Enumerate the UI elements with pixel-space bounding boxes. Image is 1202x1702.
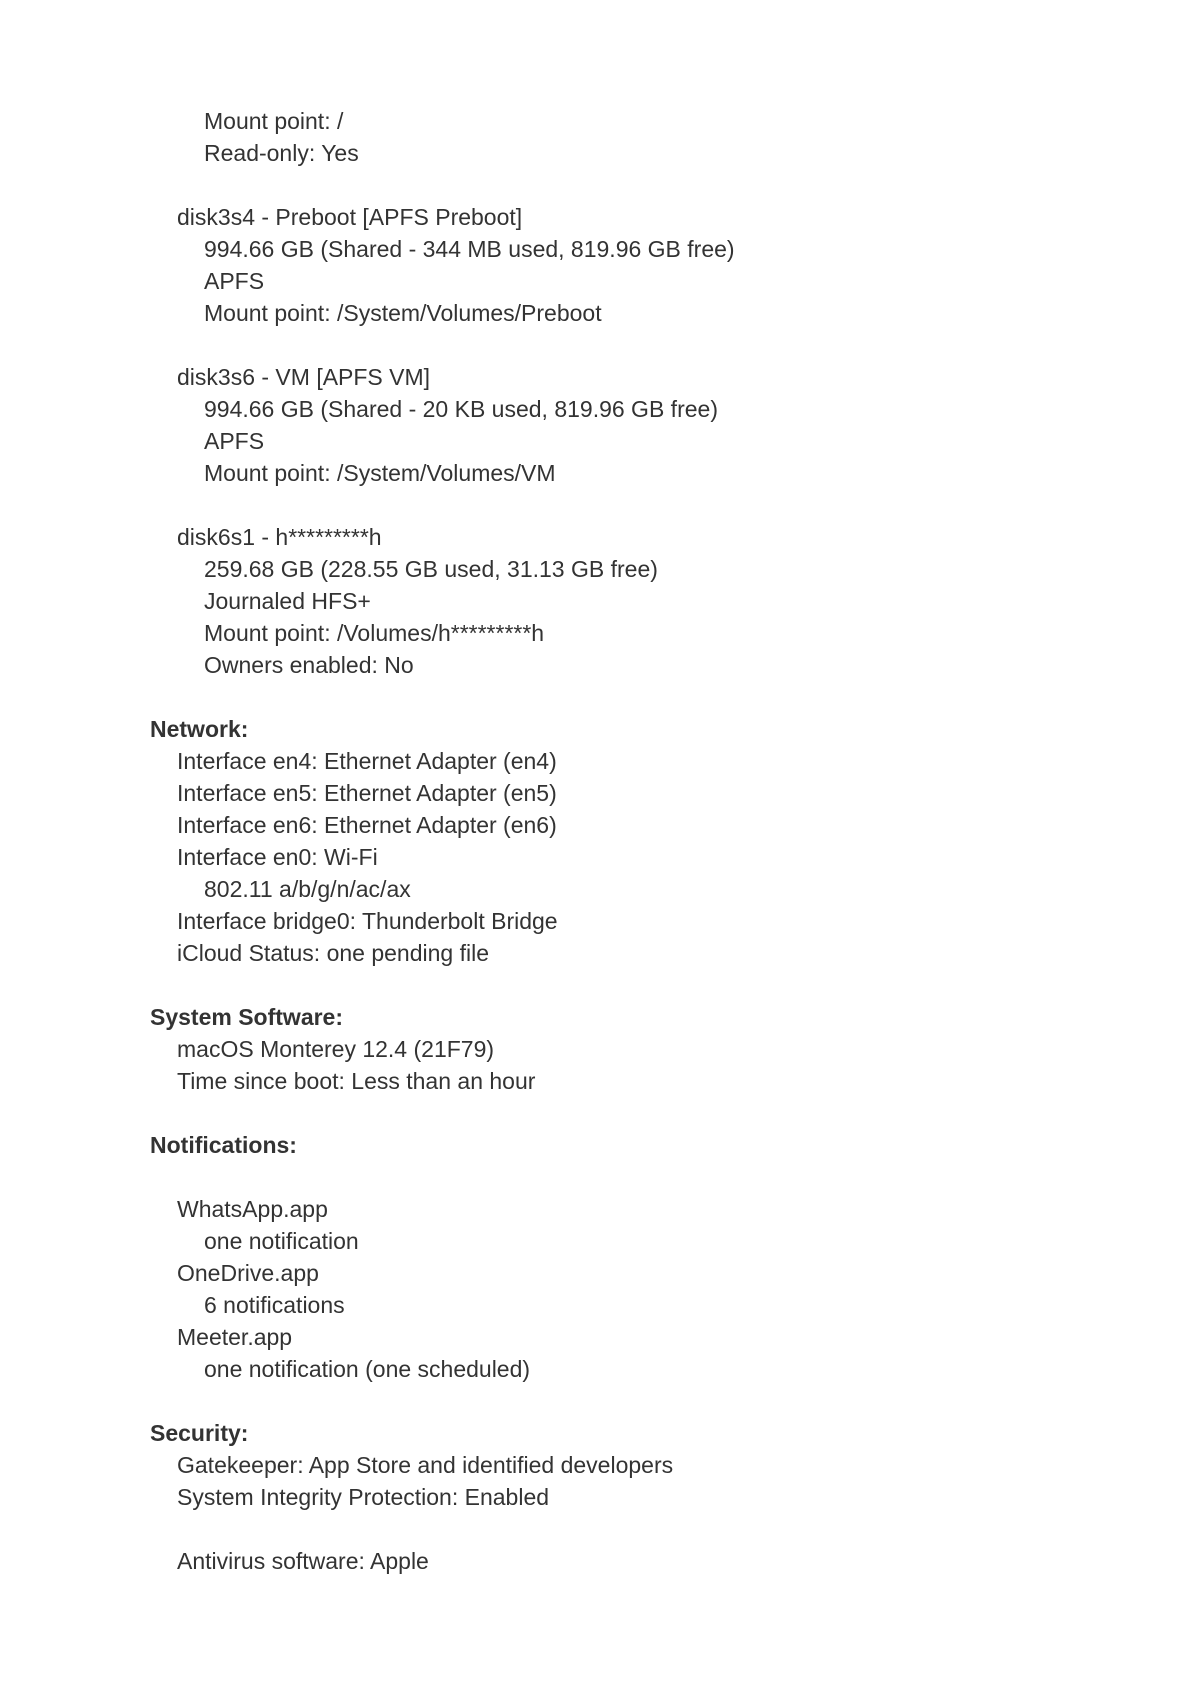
wifi-standard: 802.11 a/b/g/n/ac/ax: [204, 876, 411, 902]
spacer: [150, 969, 1150, 1001]
uptime: Time since boot: Less than an hour: [177, 1068, 536, 1094]
antivirus-status: Antivirus software: Apple: [177, 1548, 429, 1574]
volume-owners: Owners enabled: No: [204, 652, 414, 678]
volume-title: disk3s4 - Preboot [APFS Preboot]: [177, 204, 523, 230]
volume-mount-point: Mount point: /System/Volumes/Preboot: [204, 300, 602, 326]
notifications-heading: Notifications:: [150, 1132, 297, 1158]
volume-title: disk6s1 - h*********h: [177, 524, 382, 550]
volume-filesystem: APFS: [204, 428, 265, 454]
network-interface: Interface en5: Ethernet Adapter (en5): [177, 780, 557, 806]
spacer: [150, 169, 1150, 201]
os-version: macOS Monterey 12.4 (21F79): [177, 1036, 495, 1062]
volume-read-only: Read-only: Yes: [204, 140, 359, 166]
volume-mount-point: Mount point: /Volumes/h*********h: [204, 620, 545, 646]
sip-status: System Integrity Protection: Enabled: [177, 1484, 550, 1510]
spacer: [150, 1161, 1150, 1193]
volume-filesystem: APFS: [204, 268, 265, 294]
gatekeeper-status: Gatekeeper: App Store and identified developers: [177, 1452, 674, 1478]
spacer: [150, 1097, 1150, 1129]
network-interface: Interface en6: Ethernet Adapter (en6): [177, 812, 557, 838]
network-interface-bridge: Interface bridge0: Thunderbolt Bridge: [177, 908, 558, 934]
volume-capacity: 259.68 GB (228.55 GB used, 31.13 GB free): [204, 556, 658, 582]
volume-mount-point: Mount point: /System/Volumes/VM: [204, 460, 556, 486]
network-interface: Interface en4: Ethernet Adapter (en4): [177, 748, 557, 774]
security-heading: Security:: [150, 1420, 249, 1446]
notification-count: one notification: [204, 1228, 359, 1254]
system-report-document: [150, 105, 1150, 1577]
spacer: [150, 1385, 1150, 1417]
notification-app-name: WhatsApp.app: [177, 1196, 328, 1222]
volume-capacity: 994.66 GB (Shared - 344 MB used, 819.96 GB free): [204, 236, 735, 262]
volume-title: disk3s6 - VM [APFS VM]: [177, 364, 431, 390]
spacer: [150, 1513, 1150, 1545]
notification-count: one notification (one scheduled): [204, 1356, 531, 1382]
volume-capacity: 994.66 GB (Shared - 20 KB used, 819.96 GB free): [204, 396, 718, 422]
spacer: [150, 329, 1150, 361]
network-heading: Network:: [150, 716, 249, 742]
volume-mount-point: Mount point: /: [204, 108, 344, 134]
notification-app-name: Meeter.app: [177, 1324, 293, 1350]
icloud-status: iCloud Status: one pending file: [177, 940, 489, 966]
spacer: [150, 681, 1150, 713]
spacer: [150, 489, 1150, 521]
notification-app-name: OneDrive.app: [177, 1260, 319, 1286]
volume-filesystem: Journaled HFS+: [204, 588, 371, 614]
notification-count: 6 notifications: [204, 1292, 345, 1318]
network-interface: Interface en0: Wi-Fi: [177, 844, 378, 870]
system-software-heading: System Software:: [150, 1004, 344, 1030]
